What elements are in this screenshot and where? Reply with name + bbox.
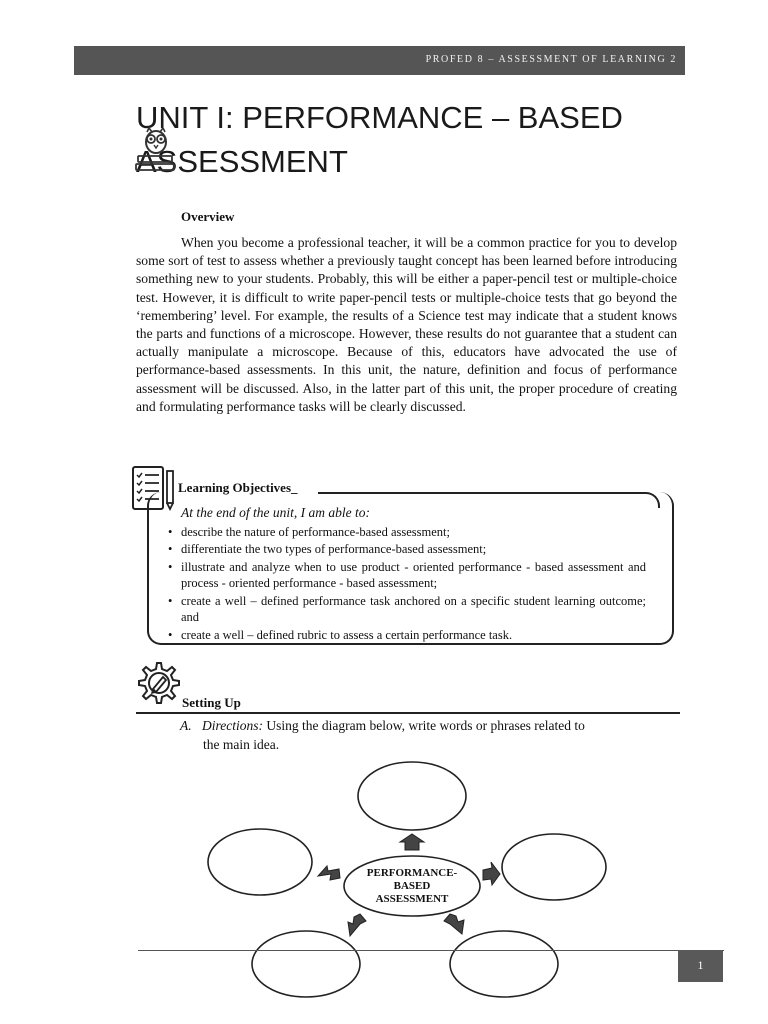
objective-item: • create a well – defined rubric to assess a certain performance task. <box>168 627 646 644</box>
center-label-line2: BASED <box>393 880 431 892</box>
blank-ellipse-right <box>502 834 606 900</box>
blank-ellipse-top <box>358 762 466 830</box>
arrow-down-left-icon <box>348 914 366 936</box>
concept-diagram <box>200 758 620 998</box>
footer-divider <box>138 950 724 951</box>
gear-icon <box>133 659 181 707</box>
overview-body: When you become a professional teacher, it will be a common practice for you to develop some sort of test to assess whether a previously taught concept has been learned before introducing something new to your students. Probably, this will be either a paper-pencil test or multiple-choice test. However, it is difficult to write paper-pencil tests or multiple-choice tests that go beyond the ‘remembering’ level. For example, the results of a Science test may indicate that a student knows the parts and functions of a microscope. However, these results do not guarantee that a student can actually manipulate a microscope. Because of this, educators have advocated the use of performance-based assessments. In this unit, the nature, definition and focus of performance assessment will be discussed. Also, in the latter part of this unit, the proper procedure of creating and formulating performance tasks will be clearly discussed. <box>136 235 677 414</box>
directions-letter: A. <box>180 718 192 733</box>
setting-up-divider <box>136 712 680 714</box>
objective-item: • differentiate the two types of performance-based assessment; <box>168 541 646 558</box>
page-number: 1 <box>678 950 723 982</box>
overview-heading: Overview <box>181 209 235 224</box>
center-label-line1: PERFORMANCE- <box>366 867 458 879</box>
arrow-up-icon <box>400 834 424 850</box>
arrow-down-right-icon <box>444 914 464 934</box>
learning-objectives-intro: At the end of the unit, I am able to: <box>181 505 370 520</box>
header-bar <box>74 46 685 75</box>
directions-text: Using the diagram below, write words or phrases related to <box>266 718 585 733</box>
learning-objectives-list <box>168 524 646 644</box>
directions-text-line2: the main idea. <box>203 737 280 752</box>
unit-title: UNIT I: PERFORMANCE – BASED ASSESSMENT <box>136 100 623 179</box>
objective-item: • illustrate and analyze when to use product - oriented performance - based assessment and process - oriented performance - based assessment; <box>168 559 646 593</box>
course-title: PROFED 8 – ASSESSMENT OF LEARNING 2 <box>425 54 677 65</box>
owl-icon <box>134 126 178 174</box>
objective-item: • create a well – defined performance task anchored on a specific student learning outcome; and <box>168 593 646 627</box>
learning-objectives-heading: Learning Objectives_ <box>178 480 298 495</box>
blank-ellipse-left <box>208 829 312 895</box>
blank-ellipse-bottom-left <box>252 931 360 997</box>
arrow-left-icon <box>318 866 340 880</box>
blank-ellipse-bottom-right <box>450 931 558 997</box>
objective-item: • describe the nature of performance-based assessment; <box>168 524 646 541</box>
arrow-right-icon <box>483 862 500 885</box>
directions-label: Directions: <box>202 718 263 733</box>
setting-up-heading: Setting Up <box>182 695 241 710</box>
center-label-line3: ASSESSMENT <box>375 893 449 905</box>
directions <box>180 716 680 754</box>
